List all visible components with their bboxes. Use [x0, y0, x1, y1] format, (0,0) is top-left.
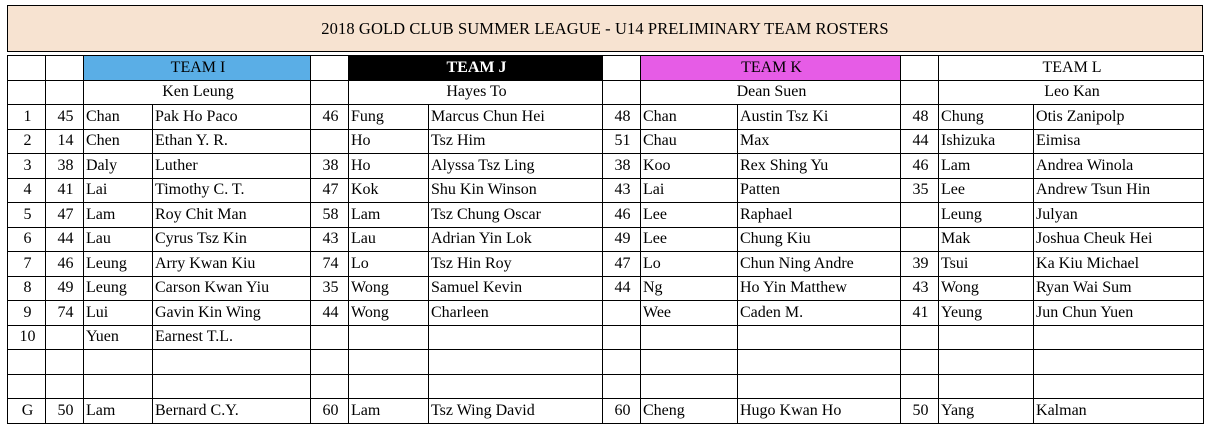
player-surname: Chen	[84, 129, 153, 154]
player-number: 41	[46, 178, 84, 203]
row-index: 7	[8, 252, 46, 277]
player-given-name: Jun Chun Yuen	[1034, 301, 1204, 326]
player-given-name: Kalman	[1034, 399, 1204, 424]
empty-cell	[429, 374, 603, 399]
team-j-header: TEAM J	[349, 56, 603, 81]
roster-table	[7, 55, 1204, 424]
row-index: 3	[8, 154, 46, 179]
player-given-name: Ka Kiu Michael	[1034, 252, 1204, 277]
player-number: 43	[311, 227, 349, 252]
player-given-name: Bernard C.Y.	[153, 399, 311, 424]
player-number: 60	[311, 399, 349, 424]
player-number: 43	[603, 178, 641, 203]
empty-cell	[46, 350, 84, 375]
row-index: 9	[8, 301, 46, 326]
empty-cell	[939, 350, 1034, 375]
player-number: 48	[603, 105, 641, 130]
player-number: 35	[901, 178, 939, 203]
player-number	[603, 325, 641, 350]
player-surname: Lui	[84, 301, 153, 326]
empty-cell	[603, 350, 641, 375]
player-number	[46, 325, 84, 350]
player-number	[311, 129, 349, 154]
player-surname: Lau	[84, 227, 153, 252]
team-i-header: TEAM I	[84, 56, 311, 81]
player-given-name: Gavin Kin Wing	[153, 301, 311, 326]
player-number: 45	[46, 105, 84, 130]
header-spacer	[8, 56, 46, 81]
player-surname: Leung	[939, 203, 1034, 228]
row-index: 10	[8, 325, 46, 350]
player-number: 51	[603, 129, 641, 154]
roster-sheet	[7, 5, 1203, 423]
player-surname: Kok	[349, 178, 429, 203]
player-surname: Lam	[84, 203, 153, 228]
player-given-name	[738, 325, 901, 350]
player-surname: Yeung	[939, 301, 1034, 326]
player-given-name: Patten	[738, 178, 901, 203]
player-surname: Lee	[939, 178, 1034, 203]
team-k-header: TEAM K	[641, 56, 901, 81]
roster-row	[8, 105, 1204, 130]
empty-cell	[311, 374, 349, 399]
player-number: 41	[901, 301, 939, 326]
player-number: 38	[46, 154, 84, 179]
empty-cell	[641, 350, 738, 375]
empty-cell	[349, 374, 429, 399]
player-surname: Cheng	[641, 399, 738, 424]
player-given-name: Tsz Wing David	[429, 399, 603, 424]
player-surname: Lee	[641, 227, 738, 252]
roster-row	[8, 227, 1204, 252]
player-given-name: Timothy C. T.	[153, 178, 311, 203]
player-number: 44	[901, 129, 939, 154]
player-surname: Ho	[349, 129, 429, 154]
player-number	[311, 325, 349, 350]
roster-row	[8, 276, 1204, 301]
player-number	[901, 203, 939, 228]
empty-cell	[901, 350, 939, 375]
player-number: 39	[901, 252, 939, 277]
player-number: 60	[603, 399, 641, 424]
player-number: 38	[603, 154, 641, 179]
player-given-name: Pak Ho Paco	[153, 105, 311, 130]
player-surname: Lam	[84, 399, 153, 424]
player-surname: Ng	[641, 276, 738, 301]
player-surname: Lam	[349, 399, 429, 424]
player-given-name: Charleen	[429, 301, 603, 326]
player-given-name: Ryan Wai Sum	[1034, 276, 1204, 301]
player-surname: Ho	[349, 154, 429, 179]
team-l-coach-spacer	[901, 80, 939, 105]
player-number: 49	[603, 227, 641, 252]
player-surname: Lo	[641, 252, 738, 277]
player-number: 49	[46, 276, 84, 301]
player-surname: Leung	[84, 252, 153, 277]
player-surname: Lo	[349, 252, 429, 277]
team-l-header: TEAM L	[939, 56, 1204, 81]
roster-row	[8, 325, 1204, 350]
player-surname: Ishizuka	[939, 129, 1034, 154]
team-k-coach-spacer	[603, 80, 641, 105]
empty-cell	[84, 350, 153, 375]
player-given-name: Earnest T.L.	[153, 325, 311, 350]
team-l-coach: Leo Kan	[939, 80, 1204, 105]
player-given-name: Andrew Tsun Hin	[1034, 178, 1204, 203]
player-number: 47	[46, 203, 84, 228]
player-given-name: Raphael	[738, 203, 901, 228]
player-given-name	[429, 325, 603, 350]
team-k-coach: Dean Suen	[641, 80, 901, 105]
row-index: 6	[8, 227, 46, 252]
team-j-coach: Hayes To	[349, 80, 603, 105]
row-index: 5	[8, 203, 46, 228]
player-number: 46	[46, 252, 84, 277]
player-number	[901, 325, 939, 350]
player-given-name: Luther	[153, 154, 311, 179]
blank-row	[8, 350, 1204, 375]
player-given-name: Ho Yin Matthew	[738, 276, 901, 301]
player-given-name: Joshua Cheuk Hei	[1034, 227, 1204, 252]
player-surname: Wong	[349, 301, 429, 326]
roster-row	[8, 129, 1204, 154]
player-number: 46	[311, 105, 349, 130]
roster-row	[8, 203, 1204, 228]
player-surname: Lam	[349, 203, 429, 228]
empty-cell	[939, 374, 1034, 399]
empty-cell	[8, 374, 46, 399]
row-index: 2	[8, 129, 46, 154]
player-surname: Yuen	[84, 325, 153, 350]
player-number: 14	[46, 129, 84, 154]
player-number: 58	[311, 203, 349, 228]
team-k-number-spacer	[603, 56, 641, 81]
empty-cell	[603, 374, 641, 399]
empty-cell	[46, 374, 84, 399]
player-given-name: Tsz Chung Oscar	[429, 203, 603, 228]
player-given-name	[1034, 325, 1204, 350]
team-i-coach: Ken Leung	[84, 80, 311, 105]
player-given-name: Hugo Kwan Ho	[738, 399, 901, 424]
player-surname: Wong	[349, 276, 429, 301]
player-given-name: Andrea Winola	[1034, 154, 1204, 179]
player-number: 44	[311, 301, 349, 326]
roster-row	[8, 252, 1204, 277]
player-surname: Chan	[84, 105, 153, 130]
team-i-coach-spacer	[46, 80, 84, 105]
roster-row	[8, 301, 1204, 326]
blank-row	[8, 374, 1204, 399]
player-number: 43	[901, 276, 939, 301]
player-surname: Lau	[349, 227, 429, 252]
player-number: 38	[311, 154, 349, 179]
player-given-name: Austin Tsz Ki	[738, 105, 901, 130]
coach-spacer	[8, 80, 46, 105]
player-surname: Tsui	[939, 252, 1034, 277]
team-j-coach-spacer	[311, 80, 349, 105]
player-given-name: Carson Kwan Yiu	[153, 276, 311, 301]
team-i-number-spacer	[46, 56, 84, 81]
player-number: 74	[46, 301, 84, 326]
team-j-number-spacer	[311, 56, 349, 81]
team-l-number-spacer	[901, 56, 939, 81]
player-number: 50	[901, 399, 939, 424]
roster-row	[8, 178, 1204, 203]
player-surname	[641, 325, 738, 350]
player-number: 74	[311, 252, 349, 277]
player-given-name: Caden M.	[738, 301, 901, 326]
player-surname: Koo	[641, 154, 738, 179]
player-surname: Chau	[641, 129, 738, 154]
player-number: 35	[311, 276, 349, 301]
player-surname: Wong	[939, 276, 1034, 301]
empty-cell	[84, 374, 153, 399]
player-given-name: Max	[738, 129, 901, 154]
player-given-name: Ethan Y. R.	[153, 129, 311, 154]
empty-cell	[153, 350, 311, 375]
roster-row	[8, 154, 1204, 179]
empty-cell	[1034, 350, 1204, 375]
player-number: 50	[46, 399, 84, 424]
row-index: G	[8, 399, 46, 424]
player-given-name: Samuel Kevin	[429, 276, 603, 301]
empty-cell	[641, 374, 738, 399]
player-number: 48	[901, 105, 939, 130]
player-surname: Mak	[939, 227, 1034, 252]
empty-cell	[429, 350, 603, 375]
player-given-name: Tsz Him	[429, 129, 603, 154]
empty-cell	[1034, 374, 1204, 399]
team-header-row	[8, 56, 1204, 81]
row-index: 4	[8, 178, 46, 203]
empty-cell	[349, 350, 429, 375]
empty-cell	[738, 350, 901, 375]
player-given-name: Julyan	[1034, 203, 1204, 228]
empty-cell	[8, 350, 46, 375]
empty-cell	[738, 374, 901, 399]
player-given-name: Chun Ning Andre	[738, 252, 901, 277]
goalkeeper-row	[8, 399, 1204, 424]
player-surname	[939, 325, 1034, 350]
player-given-name: Alyssa Tsz Ling	[429, 154, 603, 179]
player-surname: Chung	[939, 105, 1034, 130]
player-surname: Lam	[939, 154, 1034, 179]
player-surname	[349, 325, 429, 350]
player-surname: Lai	[641, 178, 738, 203]
player-given-name: Chung Kiu	[738, 227, 901, 252]
player-given-name: Eimisa	[1034, 129, 1204, 154]
player-surname: Lai	[84, 178, 153, 203]
player-surname: Fung	[349, 105, 429, 130]
player-number	[901, 227, 939, 252]
player-given-name: Shu Kin Winson	[429, 178, 603, 203]
empty-cell	[311, 350, 349, 375]
player-given-name: Arry Kwan Kiu	[153, 252, 311, 277]
player-given-name: Otis Zanipolp	[1034, 105, 1204, 130]
row-index: 8	[8, 276, 46, 301]
player-surname: Yang	[939, 399, 1034, 424]
row-index: 1	[8, 105, 46, 130]
page-title: 2018 GOLD CLUB SUMMER LEAGUE - U14 PRELIMINARY TEAM ROSTERS	[7, 5, 1203, 52]
player-given-name: Roy Chit Man	[153, 203, 311, 228]
player-number: 46	[901, 154, 939, 179]
player-number: 44	[46, 227, 84, 252]
player-given-name: Adrian Yin Lok	[429, 227, 603, 252]
player-number	[603, 301, 641, 326]
player-number: 44	[603, 276, 641, 301]
player-surname: Leung	[84, 276, 153, 301]
player-number: 47	[311, 178, 349, 203]
empty-cell	[901, 374, 939, 399]
player-given-name: Tsz Hin Roy	[429, 252, 603, 277]
player-given-name: Rex Shing Yu	[738, 154, 901, 179]
player-surname: Wee	[641, 301, 738, 326]
coach-row	[8, 80, 1204, 105]
player-given-name: Marcus Chun Hei	[429, 105, 603, 130]
player-surname: Chan	[641, 105, 738, 130]
player-number: 46	[603, 203, 641, 228]
player-surname: Daly	[84, 154, 153, 179]
empty-cell	[153, 374, 311, 399]
player-number: 47	[603, 252, 641, 277]
player-surname: Lee	[641, 203, 738, 228]
player-given-name: Cyrus Tsz Kin	[153, 227, 311, 252]
